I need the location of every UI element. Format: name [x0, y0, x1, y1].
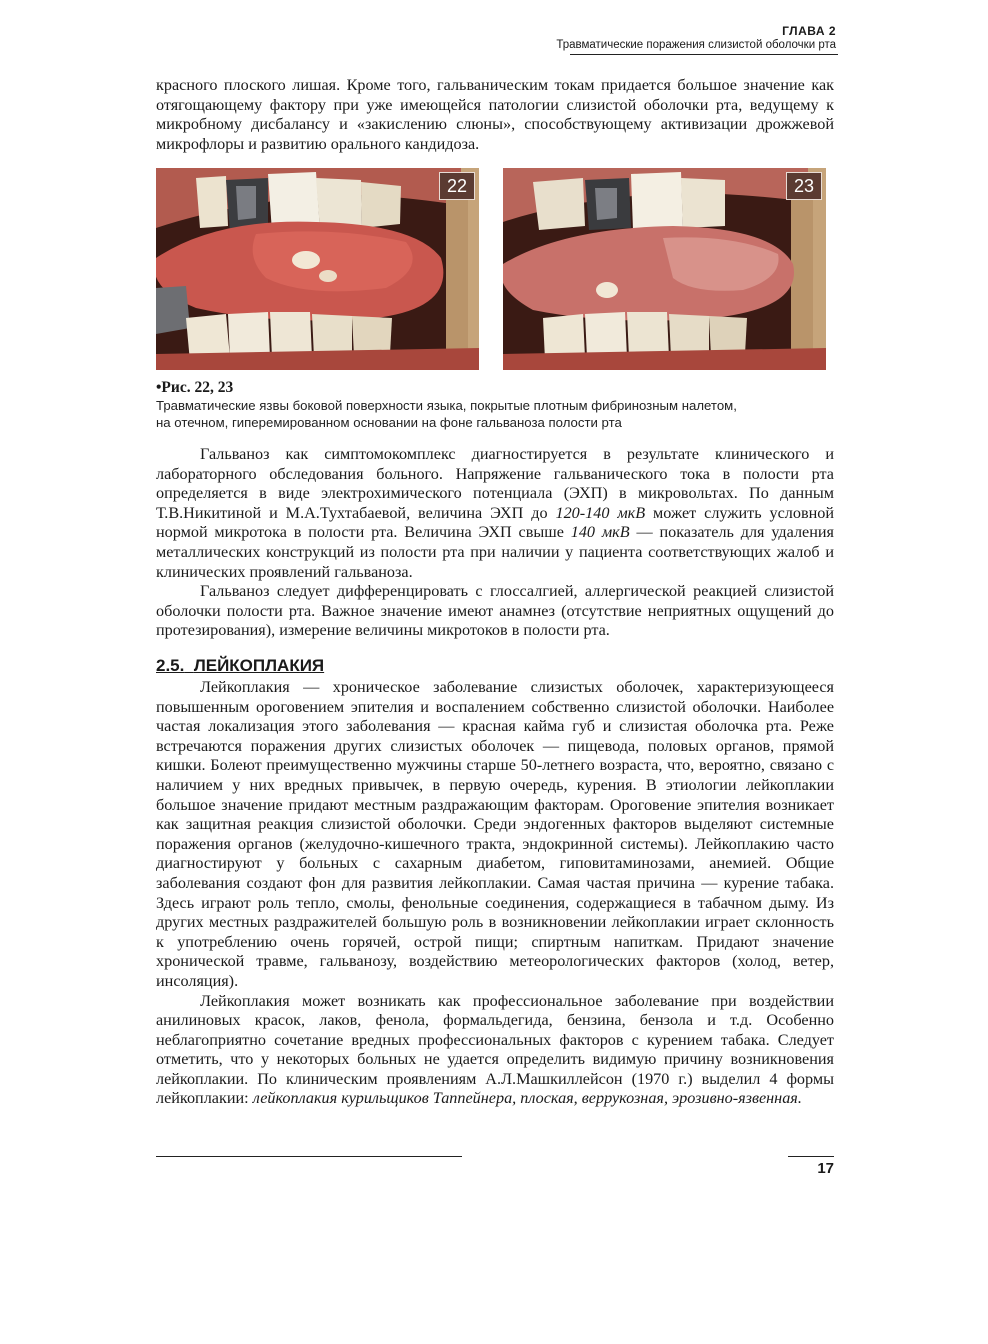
text-run: Лейкоплакия может возникать как профессиональное заболевание при воздействии анилиновых красок, лаков, фенола, формальдегида, бензина, бензола и т.д. Особенно неблагоприятно сочетание вредных профессиональных факторов с курением табака. Следует отметить, что у некоторых больных не удается определить видимую причину возникновения лейкоплакии. По клиническим проявлениям А.Л.Машкиллейсон (1970 г.) выделил 4 формы лейкоплакии:: [156, 991, 834, 1108]
caption-line-1: Травматические язвы боковой поверхности языка, покрытые плотным фибринозным налетом,: [156, 398, 737, 413]
footer-rule: [156, 1156, 462, 1157]
figure-22-photo: [156, 168, 479, 370]
emphasis-text: 120-140 мкВ: [555, 503, 646, 522]
section-title-text: ЛЕЙКОПЛАКИЯ: [193, 656, 325, 675]
body-paragraph: [156, 992, 834, 1110]
section-heading: [156, 656, 324, 676]
text-run: может служить условной нормой микротока в полости рта. Величина ЭХП свыше: [156, 503, 835, 542]
chapter-title: Травматические поражения слизистой оболочки рта: [556, 39, 836, 51]
intro-text: красного плоского лишая. Кроме того, гальваническим токам придается большое значение как отягощающему фактору при уже имеющейся патологии слизистой оболочки рта, ведущему к микробному дисбалансу и «закислению слюны», способствующему активизации дрожжевой микрофлоры и развитию орального кандидоза.: [156, 76, 834, 153]
text-run: — показатель для удаления металлических конструкций из полости рта при наличии у пациента соответствующих жалоб и клинических проявлений гальваноза.: [156, 523, 834, 581]
text-run: Гальваноз как симптомокомплекс диагностируется в результате клинического и лабораторного обследования больного. Напряжение гальванического тока в полости рта определяется в виде электрохимического потенциала (ЭХП) в микровольтах. По данным Т.В.Никитиной и М.А.Тухтабаевой, величина ЭХП до: [156, 445, 834, 522]
intro-paragraph: [156, 76, 834, 154]
emphasis-text: лейкоплакия курильщиков Таппейнера, плоская, веррукозная, эрозивно-язвенная.: [252, 1089, 802, 1108]
body-paragraph: Лейкоплакия — хроническое заболевание слизистых оболочек, характеризующееся повышенным ороговением эпителия и воспалением собственно слизистой оболочки. Наиболее частая локализация этого заболевания — красная кайма губ и слизистая оболочка рта. Реже встречаются поражения других слизистых оболочек — пищевода, половых органов, прямой кишки. Болеют преимущественно мужчины старше 50-летнего возраста, что, вероятно, связано с наличием у них вредных привычек, в первую очередь, курения. В этиологии лейкоплакии большое значение придают местным раздражающим факторам. Ороговение эпителия возникает как защитная реакция слизистой оболочки. Среди эндогенных факторов выделяют системные поражения органов (желудочно-кишечного тракта, эндокринной системы). Лейкоплакию часто диагностируют у больных с сахарным диабетом, гиповитаминозами, анемией. Общие заболевания создают фон для развития лейкоплакии. Самая частая причина — курение табака. Здесь играют роль тепло, смолы, фенольные соединения, содержащиеся в табачном дыму. Из других местных раздражителей большую роль в возникновении лейкоплакии играет склонность к употреблению очень горячей, острой пищи; спиртным напиткам. Придают значение хронической травме, гальванозу, воздействию метеорологических факторов (холод, ветер, инсоляция).: [156, 678, 834, 990]
page-number-rule: [788, 1156, 834, 1157]
mouth-photo-image: [503, 168, 826, 370]
body-paragraph: [156, 445, 834, 582]
figure-23-number: 23: [786, 172, 822, 200]
caption-title: •Рис. 22, 23: [156, 379, 234, 396]
emphasis-text: 140 мкВ: [570, 523, 630, 542]
caption-line-2: на отечном, гиперемированном основании на фоне гальваноза полости рта: [156, 415, 622, 430]
section-number: 2.5.: [156, 656, 185, 675]
header-rule: [570, 54, 838, 55]
chapter-label: ГЛАВА 2: [782, 24, 836, 38]
figure-caption: [156, 378, 846, 431]
galvanosis-paragraphs: [156, 445, 834, 641]
mouth-photo-image: [156, 168, 479, 370]
leukoplakia-paragraphs: [156, 678, 834, 1109]
page-number: 17: [817, 1160, 834, 1177]
figure-22-number: 22: [439, 172, 475, 200]
body-paragraph: Гальваноз следует дифференцировать с глоссалгией, аллергической реакцией слизистой оболочки полости рта. Важное значение имеют анамнез (отсутствие неприятных ощущений до протезирования), измерение величины микротоков в полости рта.: [156, 582, 834, 640]
running-head: [556, 24, 836, 52]
figure-23-photo: [503, 168, 826, 370]
